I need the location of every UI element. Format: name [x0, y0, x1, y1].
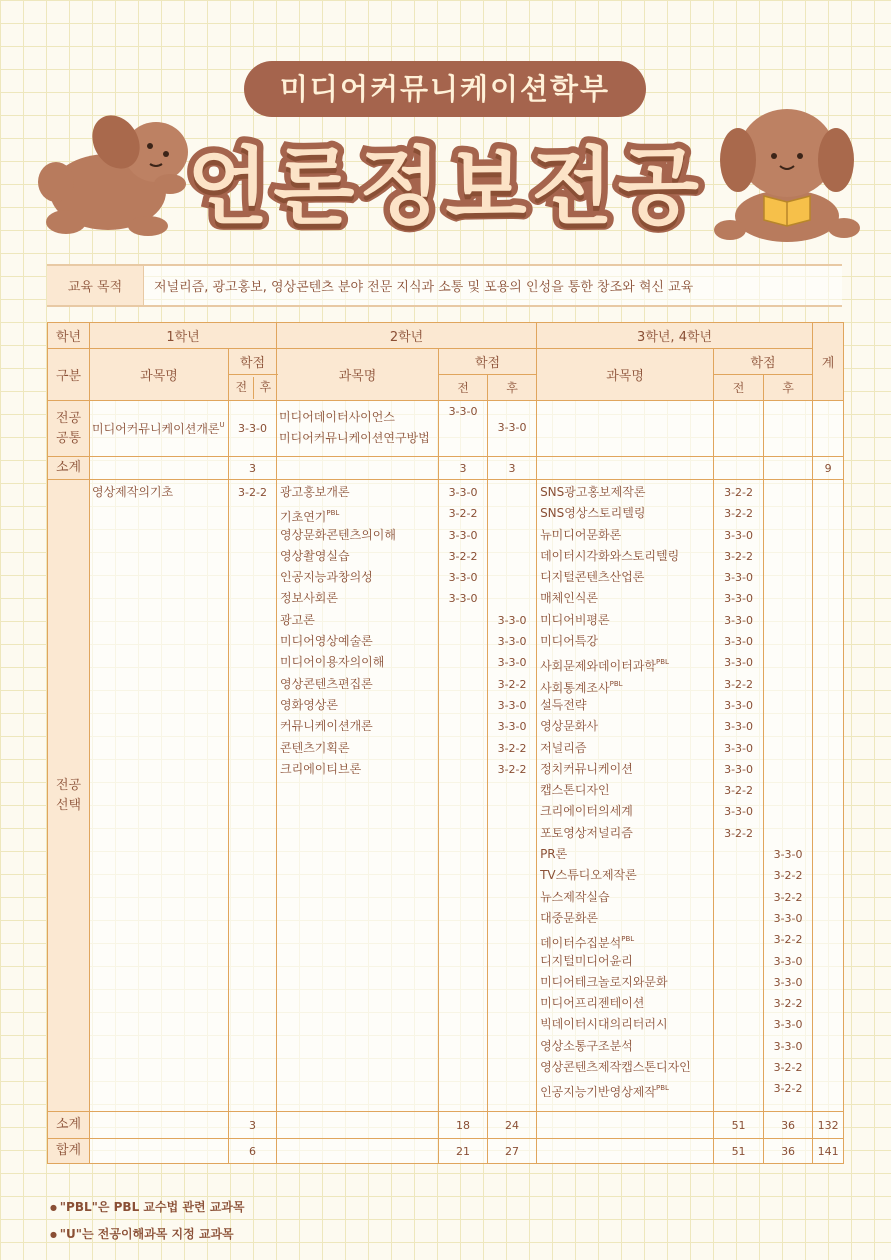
y34-course: 뉴스제작실습: [540, 889, 610, 904]
y34-back-credit: 3-3-0: [773, 975, 803, 989]
y34-back-credit: [764, 631, 812, 652]
elective-y34-courses: [537, 480, 714, 1112]
y2-back-credit: [488, 567, 536, 588]
y2-course: 커뮤니케이션개론: [280, 719, 373, 734]
y2-front-credit: [439, 631, 487, 652]
y34-course: 캡스톤디자인: [540, 783, 610, 798]
y2-course: 미디어이용자의이해: [280, 655, 385, 670]
y2-front-credit: 3-3-0: [448, 486, 478, 499]
y34-front-credit: [714, 993, 763, 1014]
y34-front-credit: 3-2-2: [724, 549, 754, 563]
y34-front-credit: 3-2-2: [724, 826, 754, 840]
y2-course: 영화영상론: [280, 697, 338, 712]
header-year34: 3학년, 4학년: [537, 323, 813, 349]
curriculum-table: [47, 322, 844, 1164]
elective-y2-courses: [277, 480, 439, 1112]
y34-front-credit: 3-3-0: [724, 635, 754, 649]
y2-front-credit: [439, 652, 487, 673]
y34-front-credit: 3-3-0: [724, 762, 754, 776]
y2-course: 광고홍보개론: [280, 485, 350, 499]
y34-back-credit: 3-2-2: [773, 890, 803, 904]
education-purpose: [47, 264, 842, 307]
y2-back-credit: [488, 482, 536, 503]
y34-front-credit: [714, 844, 763, 865]
y34-front-credit: [714, 1078, 763, 1099]
sum-y2-back: 27: [488, 1139, 537, 1164]
y34-front-credit: 3-3-0: [724, 741, 754, 755]
header-course-y34: 과목명: [537, 349, 714, 401]
common-y2-courses: 미디어데이터사이언스 미디어커뮤니케이션연구방법: [277, 401, 439, 457]
subtotal2-y34-front: 51: [714, 1112, 764, 1139]
common-y2-front: 3-3-0: [439, 401, 488, 457]
subtotal1-y2-front: 3: [439, 457, 488, 480]
sum-y1: 6: [229, 1139, 277, 1164]
header-course-y1: 과목명: [90, 349, 229, 401]
y34-course: 포토영상저널리즘: [540, 825, 633, 840]
y34-course: 미디어특강: [540, 634, 599, 649]
y34-course: 뉴미디어문화론: [540, 527, 622, 542]
sum-total: 141: [813, 1139, 844, 1164]
y34-front-credit: 3-3-0: [724, 571, 754, 585]
header-division: 구분: [48, 349, 90, 401]
y34-front-credit: [714, 1057, 763, 1078]
y34-course: 매체인식론: [540, 591, 599, 606]
subtotal1-y34-front: [714, 457, 764, 480]
y34-front-credit: 3-2-2: [724, 507, 754, 521]
subtotal1-total: 9: [813, 457, 844, 480]
y34-front-credit: [714, 1036, 763, 1057]
y2-back-credit: 3-2-2: [497, 762, 527, 776]
elective-y34-front-credits: [714, 480, 764, 1112]
y2-course: 크리에이티브론: [280, 761, 362, 776]
y2-course: 광고론: [280, 612, 315, 627]
y34-front-credit: 3-3-0: [724, 720, 754, 734]
y2-back-credit: 3-2-2: [497, 677, 527, 691]
elective-y1-courses: 영상제작의기초: [90, 480, 229, 1112]
header-course-y2: 과목명: [277, 349, 439, 401]
y34-back-credit: [764, 738, 812, 759]
header-year2: 2학년: [277, 323, 537, 349]
y34-front-credit: 3-3-0: [724, 698, 754, 712]
footnotes: [50, 1194, 245, 1248]
y2-back-credit: [488, 546, 536, 567]
y2-course: 인공지능과창의성: [280, 570, 373, 585]
subtotal1-y1: 3: [229, 457, 277, 480]
row-label-subtotal1: 소계: [48, 457, 90, 480]
y2-front-credit: 3-2-2: [448, 507, 478, 521]
major-title: 언론정보전공: [187, 138, 704, 236]
y2-back-credit: [488, 525, 536, 546]
header-credit-y2: 학점: [439, 349, 537, 375]
subtotal1-y2-back: 3: [488, 457, 537, 480]
y2-course: 정보사회론: [280, 591, 338, 606]
y2-course: 미디어영상예술론: [280, 634, 373, 649]
y34-back-credit: [764, 567, 812, 588]
y34-course: 미디어비평론: [540, 612, 610, 627]
y34-course: 인공지능기반영상제작$^{PBL}$: [540, 1084, 669, 1100]
y34-back-credit: 3-2-2: [773, 1082, 803, 1096]
y34-front-credit: 3-3-0: [724, 805, 754, 819]
y2-front-credit: [439, 738, 487, 759]
y34-front-credit: [714, 865, 763, 886]
y34-course: 미디어프리젠테이션: [540, 996, 645, 1011]
y2-back-credit: 3-3-0: [497, 613, 527, 627]
y2-front-credit: 3-3-0: [448, 571, 478, 585]
y34-course: 영상문화사: [540, 719, 599, 734]
y34-course: TV스튜디오제작론: [540, 868, 637, 883]
y34-back-credit: 3-2-2: [773, 933, 803, 947]
y2-back-credit: 3-3-0: [497, 698, 527, 712]
y34-course: 미디어테크놀로지와문화: [540, 974, 668, 989]
common-y2-back: 3-3-0: [488, 401, 537, 457]
subtotal1-y34-back: [764, 457, 813, 480]
subtotal2-y2-back: 24: [488, 1112, 537, 1139]
y34-front-credit: 3-3-0: [724, 528, 754, 542]
y34-front-credit: [714, 929, 763, 950]
elective-y1-credits: 3-2-2: [229, 480, 277, 1112]
y34-front-credit: [714, 887, 763, 908]
y34-front-credit: 3-3-0: [724, 613, 754, 627]
y34-front-credit: 3-2-2: [724, 486, 754, 499]
y2-front-credit: 3-2-2: [448, 549, 478, 563]
y34-back-credit: [764, 674, 812, 695]
y34-course: 크리에이터의세계: [540, 804, 633, 819]
y34-course: SNS영상스토리텔링: [540, 506, 646, 521]
y34-back-credit: 3-3-0: [773, 954, 803, 968]
subtotal2-y2-front: 18: [439, 1112, 488, 1139]
elective-y2-back-credits: [488, 480, 537, 1112]
y34-back-credit: 3-3-0: [773, 1018, 803, 1032]
y34-course: 저널리즘: [540, 740, 587, 755]
y34-course: SNS광고홍보제작론: [540, 485, 646, 499]
y2-front-credit: [439, 610, 487, 631]
y2-course: 영상문화콘텐츠의이해: [280, 527, 396, 542]
header-credit-y34: 학점: [714, 349, 813, 375]
subtotal2-y1: 3: [229, 1112, 277, 1139]
y34-back-credit: 3-2-2: [773, 997, 803, 1011]
y34-back-credit: 3-2-2: [773, 1061, 803, 1075]
y34-front-credit: 3-3-0: [724, 656, 754, 670]
reading-puppy-illustration: [712, 98, 862, 248]
y34-back-credit: [764, 546, 812, 567]
y2-front-credit: [439, 674, 487, 695]
header-y2-front: 전: [439, 375, 488, 401]
y34-front-credit: [714, 951, 763, 972]
y34-front-credit: 3-2-2: [724, 784, 754, 798]
row-label-common: 전공 공통: [48, 401, 90, 457]
header-y2-back: 후: [488, 375, 537, 401]
y34-back-credit: 3-3-0: [773, 1039, 803, 1053]
subtotal2-total: 132: [813, 1112, 844, 1139]
header-y34-front: 전: [714, 375, 764, 401]
elective-y2-front-credits: [439, 480, 488, 1112]
y2-course: 콘텐츠기획론: [280, 740, 350, 755]
y34-back-credit: [764, 503, 812, 524]
header-y34-back: 후: [764, 375, 813, 401]
y34-back-credit: [764, 482, 812, 503]
sum-y34-back: 36: [764, 1139, 813, 1164]
y34-course: 빅데이터시대의리터러시: [540, 1017, 668, 1032]
y34-back-credit: [764, 716, 812, 737]
y2-back-credit: 3-3-0: [497, 656, 527, 670]
y34-back-credit: [764, 695, 812, 716]
y34-course: 사회문제와데이터과학$^{PBL}$: [540, 658, 669, 674]
footnote-u: ● "U"는 전공이해과목 지정 교과목: [50, 1221, 245, 1248]
header-total: 계: [813, 323, 844, 401]
y34-back-credit: [764, 780, 812, 801]
y34-course: 영상소통구조분석: [540, 1038, 633, 1053]
y34-course: 사회통계조사$^{PBL}$: [540, 679, 623, 695]
department-banner: 미디어커뮤니케이션학부: [244, 61, 646, 117]
y34-course: 설득전략: [540, 697, 587, 712]
y2-back-credit: [488, 588, 536, 609]
y34-course: 정치커뮤니케이션: [540, 761, 633, 776]
y34-front-credit: 3-3-0: [724, 592, 754, 606]
footnote-pbl: ● "PBL"은 PBL 교수법 관련 교과목: [50, 1194, 245, 1221]
row-label-subtotal2: 소계: [48, 1112, 90, 1139]
y2-course: 기초연기$^{PBL}$: [280, 509, 340, 525]
y34-front-credit: [714, 908, 763, 929]
y2-front-credit: 3-3-0: [448, 592, 478, 606]
y2-front-credit: [439, 759, 487, 780]
sum-y2-front: 21: [439, 1139, 488, 1164]
y2-back-credit: [488, 503, 536, 524]
y2-back-credit: 3-2-2: [497, 741, 527, 755]
y2-front-credit: 3-3-0: [448, 528, 478, 542]
y34-course: 대중문화론: [540, 910, 599, 925]
y2-front-credit: [439, 716, 487, 737]
header-year: 학년: [48, 323, 90, 349]
y34-course: 영상콘텐츠제작캡스톤디자인: [540, 1060, 691, 1075]
header-y1-front: 전 후: [229, 375, 277, 401]
y34-course: PR론: [540, 847, 568, 862]
y34-back-credit: [764, 525, 812, 546]
common-y1-credit: 3-3-0: [229, 401, 277, 457]
elective-y34-back-credits: [764, 480, 813, 1112]
y34-back-credit: 3-3-0: [773, 848, 803, 862]
common-y1-course: 미디어커뮤니케이션개론$^U$: [90, 401, 229, 457]
row-label-elective: 전공 선택: [48, 480, 90, 1112]
y34-course: 디지털미디어윤리: [540, 953, 633, 968]
y34-back-credit: [764, 652, 812, 673]
y34-course: 디지털콘텐츠산업론: [540, 570, 645, 585]
row-label-sum: 합계: [48, 1139, 90, 1164]
y34-back-credit: 3-3-0: [773, 911, 803, 925]
y34-front-credit: 3-2-2: [724, 677, 754, 691]
header-year1: 1학년: [90, 323, 277, 349]
y34-back-credit: [764, 801, 812, 822]
y34-course: 데이터수집분석$^{PBL}$: [540, 935, 635, 951]
purpose-label: 교육 목적: [47, 266, 144, 305]
sum-y34-front: 51: [714, 1139, 764, 1164]
y2-course: 영상콘텐츠편집론: [280, 676, 373, 691]
header-credit-y1: 학점: [229, 349, 277, 375]
y34-back-credit: [764, 823, 812, 844]
y2-back-credit: 3-3-0: [497, 720, 527, 734]
y2-course: 영상촬영실습: [280, 548, 350, 563]
y2-back-credit: 3-3-0: [497, 635, 527, 649]
y34-front-credit: [714, 1014, 763, 1035]
running-puppy-illustration: [38, 104, 188, 244]
y34-front-credit: [714, 972, 763, 993]
y34-back-credit: 3-2-2: [773, 869, 803, 883]
y34-course: 데이터시각화와스토리텔링: [540, 548, 680, 563]
y34-back-credit: [764, 759, 812, 780]
y2-front-credit: [439, 695, 487, 716]
y34-back-credit: [764, 588, 812, 609]
y34-back-credit: [764, 610, 812, 631]
subtotal2-y34-back: 36: [764, 1112, 813, 1139]
purpose-text: 저널리즘, 광고홍보, 영상콘텐츠 분야 전문 지식과 소통 및 포용의 인성을 통한 창조와 혁신 교육: [144, 266, 842, 305]
